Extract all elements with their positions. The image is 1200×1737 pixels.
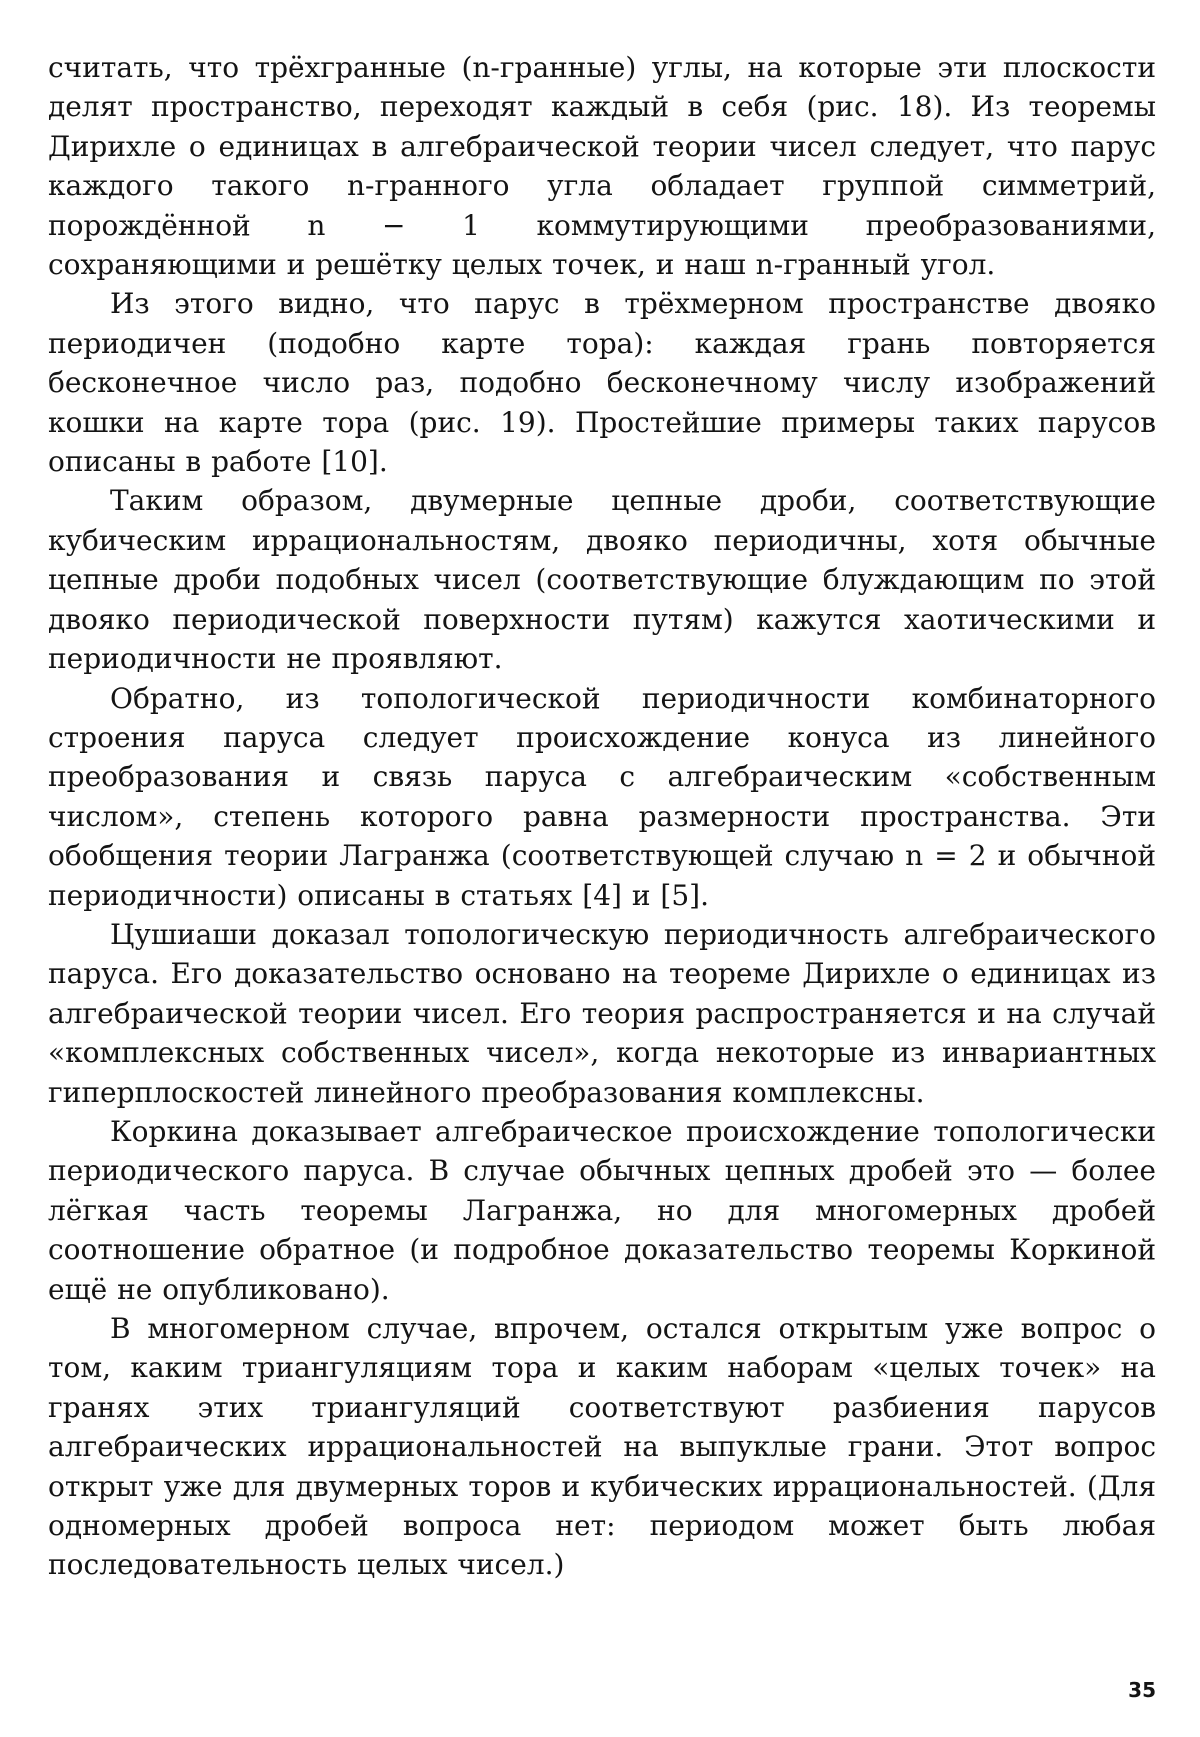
- paragraph-7: В многомерном случае, впрочем, остался открытым уже вопрос о том, каким триангуляциям тора и каким наборам «целых точек» на гранях этих триангуляций соответствуют разбиения парусов алгебраических иррациональностей на выпуклые грани. Этот вопрос открыт уже для двумерных торов и кубических иррациональностей. (Для одномерных дробей вопроса нет: периодом может быть любая последовательность целых чисел.): [48, 1312, 1156, 1582]
- paragraph-3: Таким образом, двумерные цепные дроби, соответствующие кубическим иррациональностям, двояко периодичны, хотя обычные цепные дроби подобных чисел (соответствующие блуждающим по этой двояко периодической поверхности путям) кажутся хаотическими и периодичности не проявляют.: [48, 484, 1156, 676]
- paragraph-5: Цушиаши доказал топологическую периодичность алгебраического паруса. Его доказательство основано на теореме Дирихле о единицах из алгебраической теории чисел. Его теория распространяется и на случай «комплексных собственных чисел», когда некоторые из инвариантных гиперплоскостей линейного преобразования комплексны.: [48, 917, 1156, 1109]
- paragraph-6: Коркина доказывает алгебраическое происхождение топологически периодического паруса. В случае обычных цепных дробей это — более лёгкая часть теоремы Лагранжа, но для многомерных дробей соотношение обратное (и подробное доказательство теоремы Коркиной ещё не опубликовано).: [48, 1114, 1156, 1306]
- text-column: [48, 48, 1156, 1585]
- paragraph-2: Из этого видно, что парус в трёхмерном пространстве двояко периодичен (подобно карте тора): каждая грань повторяется бесконечное число раз, подобно бесконечному числу изображений кошки на карте тора (рис. 19). Простейшие примеры таких парусов описаны в работе [10].: [48, 287, 1156, 479]
- paragraph-1: считать, что трёхгранные (n-гранные) углы, на которые эти плоскости делят пространство, переходят каждый в себя (рис. 18). Из теоремы Дирихле о единицах в алгебраической теории чисел следует, что парус каждого такого n-гранного угла обладает группой симметрий, порождённой n − 1 коммутирующими преобразованиями, сохраняющими и решётку целых точек, и наш n-гранный угол.: [48, 51, 1156, 282]
- page-number: 35: [1128, 1678, 1156, 1702]
- paragraph-4: Обратно, из топологической периодичности комбинаторного строения паруса следует происхождение конуса из линейного преобразования и связь паруса с алгебраическим «собственным числом», степень которого равна размерности пространства. Эти обобщения теории Лагранжа (соответствующей случаю n = 2 и обычной периодичности) описаны в статьях [4] и [5].: [48, 681, 1156, 912]
